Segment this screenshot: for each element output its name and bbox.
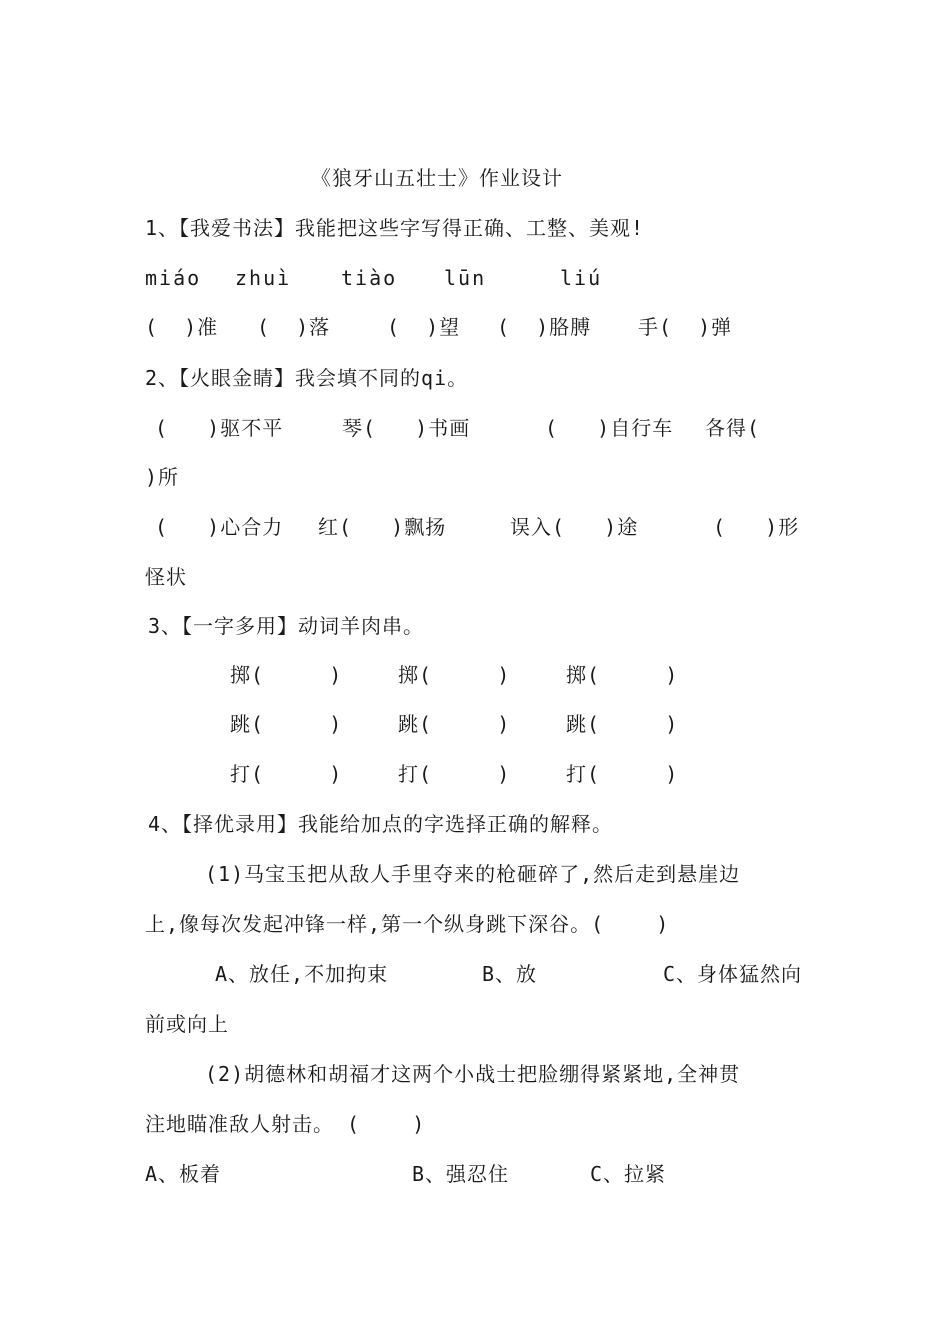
q2-item-6: 红( )飘扬 [318, 515, 447, 539]
q3-cell: 掷( ) [566, 663, 679, 687]
q3-cell: 跳( ) [566, 712, 679, 736]
q4-item2-option-b: B、强忍住 [412, 1162, 510, 1186]
q2-item-8: ( )形 [713, 515, 800, 539]
blank-3: ( )望 [387, 315, 461, 339]
q3-cell: 打( ) [566, 762, 679, 786]
q4-item1-option-a: A、放任,不加拘束 [215, 962, 389, 986]
q3-heading: 3、【一字多用】动词羊肉串。 [148, 614, 425, 638]
q4-item1-text-cont: 上,像每次发起冲锋一样,第一个纵身跳下深谷。( ) [145, 912, 670, 936]
q1-heading: 1、【我爱书法】我能把这些字写得正确、工整、美观! [145, 216, 645, 240]
pinyin-3: tiào [341, 266, 398, 290]
q2-item-3: ( )自行车 [545, 416, 674, 440]
q3-cell: 掷( ) [230, 663, 343, 687]
q2-heading: 2、【火眼金睛】我会填不同的qi。 [145, 366, 469, 390]
q4-item2-option-a: A、板着 [145, 1162, 222, 1186]
q4-item1-option-b: B、放 [482, 962, 538, 986]
q3-cell: 打( ) [230, 762, 343, 786]
q3-cell: 打( ) [398, 762, 511, 786]
q4-item2-text-cont: 注地瞄准敌人射击。 ( ) [145, 1112, 426, 1136]
pinyin-4: lūn [444, 266, 487, 290]
q3-cell: 跳( ) [230, 712, 343, 736]
pinyin-1: miáo [145, 266, 202, 290]
page-title: 《狼牙山五壮士》作业设计 [311, 166, 563, 190]
q4-item2-option-c: C、拉紧 [590, 1162, 667, 1186]
blank-1: ( )准 [145, 315, 219, 339]
pinyin-5: liú [560, 266, 603, 290]
q4-item2-text: (2)胡德林和胡福才这两个小战士把脸绷得紧紧地,全神贯 [205, 1062, 741, 1086]
q3-cell: 掷( ) [398, 663, 511, 687]
q2-item-5: ( )心合力 [155, 515, 284, 539]
blank-2: ( )落 [257, 315, 331, 339]
q2-item-2: 琴( )书画 [342, 416, 471, 440]
q4-heading: 4、【择优录用】我能给加点的字选择正确的解释。 [148, 812, 614, 836]
q4-item1-text: (1)马宝玉把从敌人手里夺来的枪砸碎了,然后走到悬崖边 [205, 862, 741, 886]
blank-4: ( )胳膊 [497, 315, 592, 339]
q2-item-4-wrap: )所 [145, 465, 180, 489]
q2-item-1: ( )驱不平 [155, 416, 284, 440]
q4-item1-option-c-wrap: 前或向上 [145, 1012, 229, 1036]
q3-cell: 跳( ) [398, 712, 511, 736]
q2-item-8-wrap: 怪状 [145, 565, 187, 589]
blank-5: 手( )弹 [638, 315, 733, 339]
q4-item1-option-c: C、身体猛然向 [663, 962, 803, 986]
q2-item-4: 各得( [705, 416, 761, 440]
q2-item-7: 误入( )途 [510, 515, 639, 539]
pinyin-2: zhuì [235, 266, 292, 290]
